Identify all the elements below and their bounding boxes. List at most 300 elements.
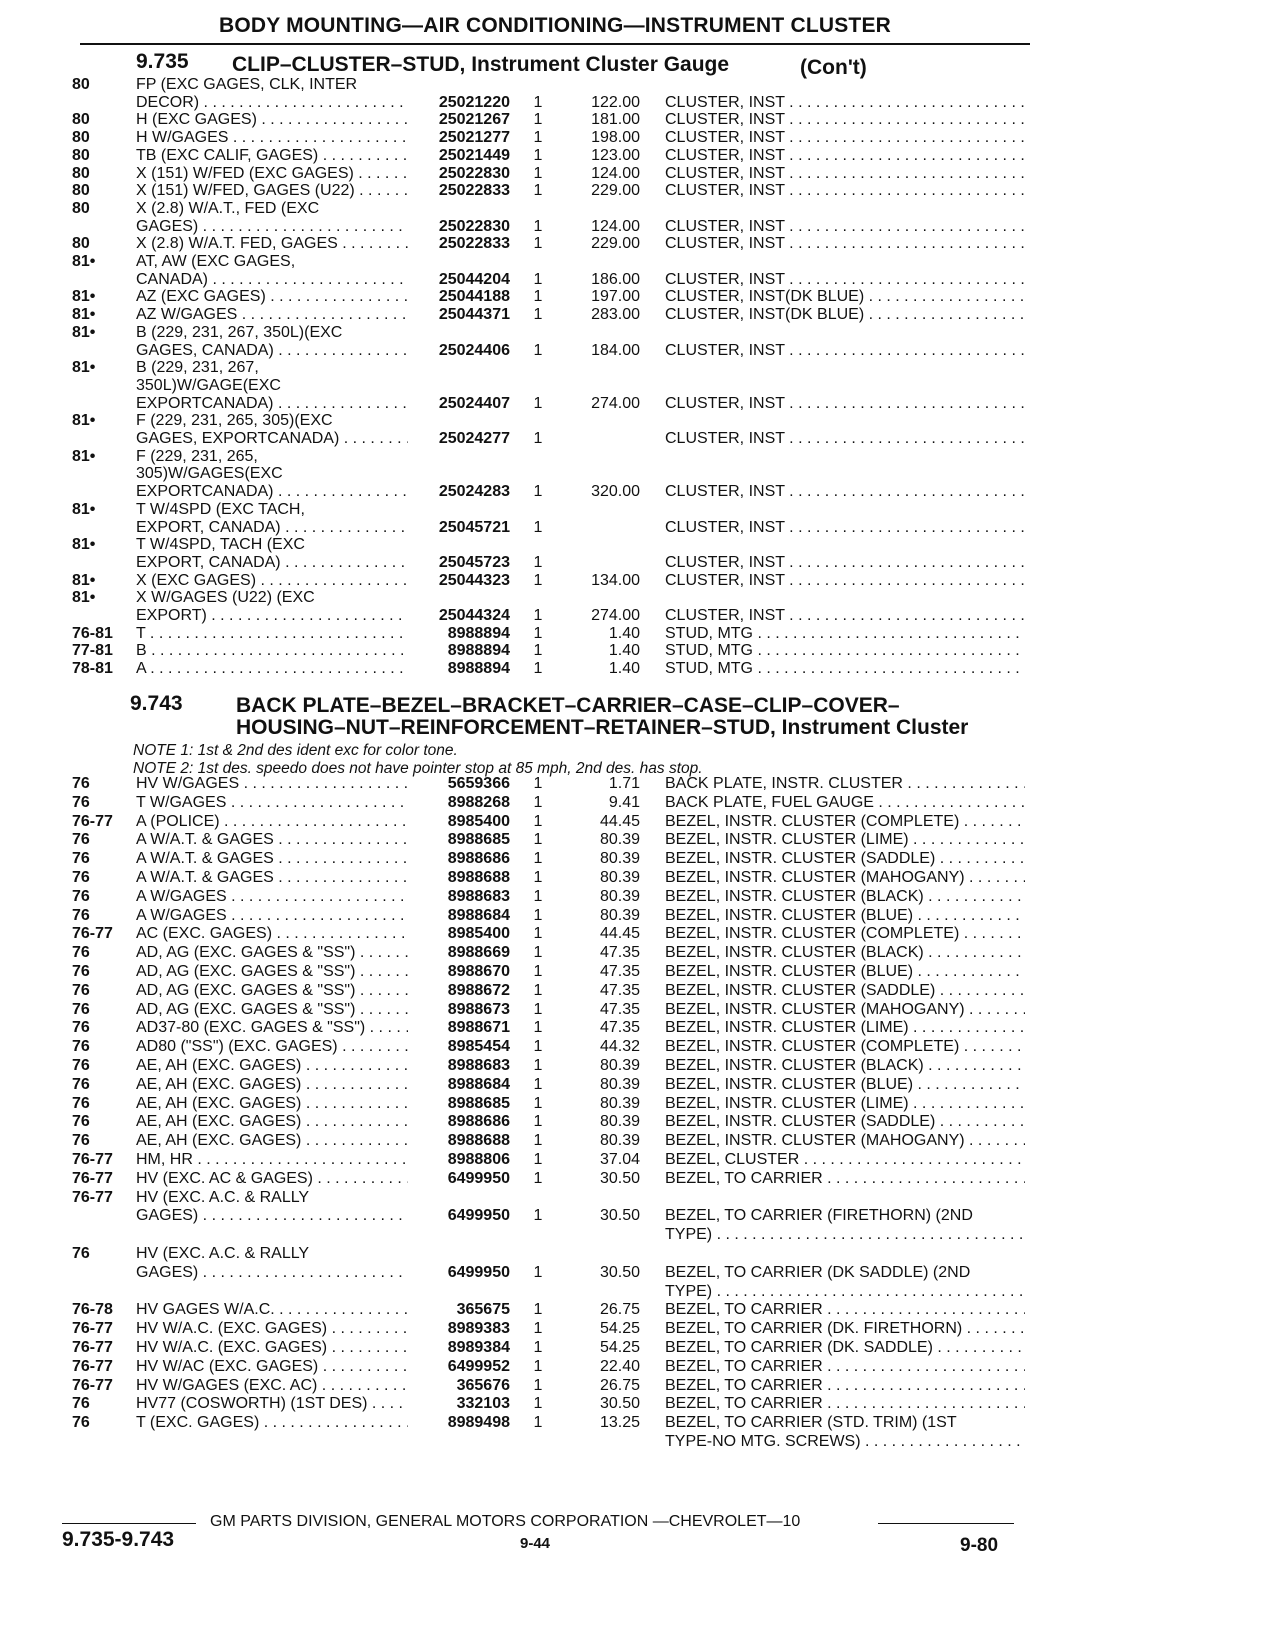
row-price: 30.50 [599,1169,640,1187]
table-row [0,253,1280,271]
table-row [0,1433,1280,1451]
row-part-name: BEZEL, INSTR. CLUSTER (LIME) . . . [665,1095,1025,1113]
row-description: T W/4SPD, TACH (EXC [136,536,305,554]
row-description: A W/GAGES . . . [136,907,408,925]
table-row [0,625,1280,643]
table-row [0,642,1280,660]
row-part-number: 8985454 [447,1038,510,1056]
row-price: 124.00 [591,164,640,182]
table-row [0,813,1280,831]
row-part-name: BACK PLATE, FUEL GAUGE . . . [665,794,1025,812]
row-quantity: 1 [533,660,543,678]
row-year: 76 [72,1414,90,1432]
row-price: 80.39 [599,1094,640,1112]
row-description: H (EXC GAGES) . . . [136,111,408,129]
section2-title-line2: HOUSING–NUT–REINFORCEMENT–RETAINER–STUD, Instrument Cluster [236,716,969,739]
row-description: A W/A.T. & GAGES . . . [136,869,408,887]
row-part-name: BEZEL, TO CARRIER (DK. FIRETHORN) . . . [665,1320,1025,1338]
table-row [0,306,1280,324]
table-row [0,869,1280,887]
table-row [0,1170,1280,1188]
row-part-name: BEZEL, TO CARRIER . . . [665,1170,1025,1188]
row-part-number: 8988683 [447,1057,510,1074]
row-quantity: 1 [533,869,543,886]
row-part-name: CLUSTER, INST . . . [665,129,1025,147]
row-description: DECOR) . . . [136,94,408,112]
row-price: 283.00 [591,306,640,324]
row-price: 47.35 [599,944,640,962]
table-row [0,288,1280,306]
table-row [0,1038,1280,1056]
row-price: 47.35 [599,1019,640,1037]
row-part-name: CLUSTER, INST . . . [665,342,1025,360]
row-price: 30.50 [599,1207,640,1225]
table-row [0,501,1280,519]
table-row [0,1377,1280,1395]
row-year: 76 [72,887,90,905]
row-description: GAGES) . . . [136,1264,408,1282]
row-quantity: 1 [533,981,543,999]
table-row [0,377,1280,395]
row-year: 76-77 [72,925,113,943]
row-price: 13.25 [599,1414,640,1432]
table-row [0,430,1280,448]
row-description: A W/A.T. & GAGES . . . [136,831,408,849]
row-description: EXPORT, CANADA) . . . [136,554,408,572]
table-row [0,1245,1280,1263]
row-price: 26.75 [599,1301,640,1319]
row-part-number: 8988686 [447,1113,510,1131]
row-part-number: 8988688 [447,1132,510,1150]
row-quantity: 1 [533,1057,543,1074]
row-price: 80.39 [599,1057,640,1074]
row-year: 81• [72,589,96,607]
section2-note2: NOTE 2: 1st des. speedo does not have pointer stop at 85 mph, 2nd des. has stop. [133,760,703,777]
row-description: EXPORT) . . . [136,607,408,625]
row-part-name: CLUSTER, INST . . . [665,182,1025,200]
row-part-number: 25044324 [438,607,510,624]
row-year: 76 [72,1019,90,1037]
table-row [0,1095,1280,1113]
row-quantity: 1 [533,1000,543,1018]
table-row [0,1151,1280,1169]
row-part-name: BEZEL, TO CARRIER (DK. SADDLE) . . . [665,1339,1025,1357]
row-description: F (229, 231, 265, [136,447,258,465]
row-part-name: BEZEL, INSTR. CLUSTER (BLUE) . . . [665,1076,1025,1094]
row-description: HV (EXC. AC & GAGES) . . . [136,1170,408,1188]
footer-rule-left [62,1523,196,1524]
row-price: 80.39 [599,906,640,924]
row-year: 76-77 [72,1188,113,1206]
row-part-name: BEZEL, INSTR. CLUSTER (SADDLE) . . . [665,982,1025,1000]
row-quantity: 1 [533,129,543,147]
table-row [0,572,1280,590]
row-part-name: BEZEL, CLUSTER . . . [665,1151,1025,1169]
row-quantity: 1 [533,483,543,501]
row-price: 181.00 [591,111,640,129]
row-year: 80 [72,164,90,182]
table-row [0,448,1280,466]
row-part-number: 8988688 [447,869,510,886]
row-part-number: 25022833 [438,235,510,253]
row-part-number: 8988806 [447,1151,510,1168]
row-part-number: 25044371 [438,306,510,324]
row-year: 76-77 [72,1339,113,1356]
row-quantity: 1 [533,1019,543,1037]
table-row [0,660,1280,678]
row-part-number: 8988685 [447,1094,510,1112]
table-row [0,165,1280,183]
row-part-name: TYPE) . . . [665,1226,1025,1244]
row-year: 76-77 [72,1169,113,1187]
row-year: 76 [72,850,90,868]
table-row [0,1358,1280,1376]
row-part-name: BEZEL, INSTR. CLUSTER (LIME) . . . [665,1019,1025,1037]
table-row [0,1001,1280,1019]
row-description: A (POLICE) . . . [136,813,408,831]
row-part-name: CLUSTER, INST . . . [665,271,1025,289]
row-part-name: CLUSTER, INST . . . [665,111,1025,129]
row-description: AE, AH (EXC. GAGES) . . . [136,1113,408,1131]
row-part-name: CLUSTER, INST . . . [665,395,1025,413]
row-year: 81• [72,288,96,306]
row-part-number: 25045723 [438,553,510,571]
table-row [0,554,1280,572]
row-year: 81• [72,253,96,270]
row-year: 77-81 [72,642,113,660]
row-description: X (2.8) W/A.T., FED (EXC [136,199,320,217]
row-year: 76 [72,906,90,924]
row-part-name: BEZEL, TO CARRIER . . . [665,1377,1025,1395]
row-year: 81• [72,306,96,324]
row-description: X W/GAGES (U22) (EXC [136,589,315,607]
row-year: 76 [72,1000,90,1018]
row-part-number: 6499952 [447,1357,510,1375]
row-year: 76 [72,1245,90,1262]
row-part-number: 8988683 [447,887,510,905]
row-part-name: BEZEL, INSTR. CLUSTER (MAHOGANY) . . . [665,1132,1025,1150]
row-description: GAGES) . . . [136,218,408,236]
row-price: 122.00 [591,93,640,111]
row-description: EXPORTCANADA) . . . [136,483,408,501]
table-row [0,412,1280,430]
row-part-name: BACK PLATE, INSTR. CLUSTER . . . [665,775,1025,793]
row-quantity: 1 [533,850,543,868]
row-part-number: 8988671 [447,1019,510,1037]
row-part-number: 25021267 [438,111,510,129]
row-part-number: 25024406 [438,341,510,359]
row-part-number: 6499950 [447,1207,510,1225]
table-row [0,324,1280,342]
row-part-number: 25024407 [438,394,510,412]
row-price: 80.39 [599,1075,640,1093]
row-description: HM, HR . . . [136,1151,408,1169]
row-description: GAGES, EXPORTCANADA) . . . [136,430,408,448]
row-part-number: 8989384 [447,1339,510,1356]
row-part-number: 5659366 [447,775,510,792]
row-price: 197.00 [591,288,640,306]
row-description: FP (EXC GAGES, CLK, INTER [136,76,358,93]
table-row [0,1189,1280,1207]
section2-title-line1: BACK PLATE–BEZEL–BRACKET–CARRIER–CASE–CLIP–COVER– [236,694,900,717]
table-row [0,1019,1280,1037]
row-year: 76 [72,944,90,962]
row-part-name: BEZEL, INSTR. CLUSTER (LIME) . . . [665,831,1025,849]
table-row [0,1264,1280,1282]
row-part-name: BEZEL, TO CARRIER (FIRETHORN) (2ND [665,1207,973,1225]
row-part-number: 25021277 [438,129,510,147]
row-price: 184.00 [591,341,640,359]
row-description: HV (EXC. A.C. & RALLY [136,1188,310,1206]
row-price: 26.75 [599,1376,640,1394]
table-row [0,963,1280,981]
row-part-number: 8988685 [447,831,510,849]
row-part-number: 8985400 [447,812,510,830]
row-description: TB (EXC CALIF, GAGES) . . . [136,147,408,165]
table-row [0,483,1280,501]
row-year: 80 [72,76,90,93]
table-row [0,1339,1280,1357]
row-year: 76-77 [72,1376,113,1394]
row-year: 76 [72,831,90,849]
row-price: 44.32 [599,1038,640,1056]
row-year: 76-81 [72,624,113,642]
row-part-number: 6499950 [447,1263,510,1281]
row-price: 229.00 [591,235,640,253]
row-description: AE, AH (EXC. GAGES) . . . [136,1095,408,1113]
row-price: 54.25 [599,1339,640,1356]
row-quantity: 1 [533,1151,543,1168]
row-quantity: 1 [533,607,543,624]
table-row [0,1301,1280,1319]
row-part-number: 8988894 [447,642,510,660]
row-part-name: CLUSTER, INST(DK BLUE) . . . [665,306,1025,324]
row-year: 80 [72,199,90,217]
row-part-name: CLUSTER, INST . . . [665,554,1025,572]
row-part-name: BEZEL, INSTR. CLUSTER (COMPLETE) . . . [665,925,1025,943]
row-quantity: 1 [533,270,543,288]
table-row [0,76,1280,94]
row-year: 81• [72,447,96,465]
row-description: EXPORTCANADA) . . . [136,395,408,413]
row-year: 81• [72,412,96,430]
row-part-number: 8988686 [447,850,510,868]
row-description: 305)W/GAGES(EXC [136,465,283,483]
row-year: 81• [72,359,96,377]
table-row [0,925,1280,943]
table-row [0,850,1280,868]
row-part-name: CLUSTER, INST . . . [665,235,1025,253]
row-description: A W/A.T. & GAGES . . . [136,850,408,868]
row-part-number: 25021449 [438,146,510,164]
row-quantity: 1 [533,394,543,412]
row-year: 76 [72,1113,90,1131]
row-part-name: BEZEL, INSTR. CLUSTER (BLUE) . . . [665,963,1025,981]
row-quantity: 1 [533,887,543,905]
row-year: 76-77 [72,1320,113,1338]
row-year: 76 [72,1057,90,1074]
row-description: HV (EXC. A.C. & RALLY [136,1245,310,1262]
table-row [0,888,1280,906]
row-quantity: 1 [533,1132,543,1150]
row-price: 198.00 [591,129,640,147]
row-part-name: CLUSTER, INST . . . [665,572,1025,590]
row-part-name: BEZEL, INSTR. CLUSTER (BLUE) . . . [665,907,1025,925]
row-price: 274.00 [591,607,640,624]
row-quantity: 1 [533,553,543,571]
table-row [0,465,1280,483]
footer-range: 9.735-9.743 [62,1528,175,1551]
row-part-number: 25022830 [438,164,510,182]
table-row [0,111,1280,129]
row-description: HV W/AC (EXC. GAGES) . . . [136,1358,408,1376]
row-quantity: 1 [533,642,543,660]
row-part-name: BEZEL, INSTR. CLUSTER (SADDLE) . . . [665,1113,1025,1131]
row-part-name: CLUSTER, INST . . . [665,218,1025,236]
table-row [0,1395,1280,1413]
row-description: A . . . [136,660,408,678]
row-description: T W/GAGES . . . [136,794,408,812]
row-description: HV W/GAGES (EXC. AC) . . . [136,1377,408,1395]
row-year: 80 [72,146,90,164]
row-part-number: 8988684 [447,1075,510,1093]
row-price: 9.41 [608,793,640,811]
row-quantity: 1 [533,306,543,324]
row-description: AD, AG (EXC. GAGES & "SS") . . . [136,1001,408,1019]
row-description: AE, AH (EXC. GAGES) . . . [136,1132,408,1150]
table-row [0,200,1280,218]
row-quantity: 1 [533,831,543,849]
row-price: 37.04 [599,1151,640,1168]
row-part-name: TYPE-NO MTG. SCREWS) . . . [665,1433,1025,1451]
row-part-name: CLUSTER, INST . . . [665,94,1025,112]
row-quantity: 1 [533,944,543,962]
section1-number: 9.735 [136,50,189,73]
row-year: 76-77 [72,812,113,830]
row-quantity: 1 [533,146,543,164]
section2-note1: NOTE 1: 1st & 2nd des ident exc for color tone. [133,742,458,759]
table-row [0,1226,1280,1244]
row-part-name: BEZEL, TO CARRIER . . . [665,1395,1025,1413]
row-description: HV W/A.C. (EXC. GAGES) . . . [136,1320,408,1338]
row-part-number: 25021220 [438,93,510,111]
row-part-number: 25022830 [438,217,510,235]
row-part-number: 6499950 [447,1169,510,1187]
table-row [0,831,1280,849]
row-description: T . . . [136,625,408,643]
row-part-name: STUD, MTG . . . [665,625,1025,643]
row-part-name: CLUSTER, INST . . . [665,165,1025,183]
row-description: X (EXC GAGES) . . . [136,572,408,590]
row-description: 350L)W/GAGE(EXC [136,376,281,394]
row-description: AD, AG (EXC. GAGES & "SS") . . . [136,982,408,1000]
row-description: B (229, 231, 267, 350L)(EXC [136,323,343,341]
row-description: AZ W/GAGES . . . [136,306,408,324]
row-quantity: 1 [533,1339,543,1356]
row-part-number: 25022833 [438,182,510,200]
row-description: T (EXC. GAGES) . . . [136,1414,408,1432]
row-quantity: 1 [533,624,543,642]
row-description: A W/GAGES . . . [136,888,408,906]
table-row [0,182,1280,200]
row-part-name: CLUSTER, INST . . . [665,519,1025,537]
row-price: 30.50 [599,1263,640,1281]
row-part-name: BEZEL, INSTR. CLUSTER (BLACK) . . . [665,1057,1025,1075]
table-row [0,1113,1280,1131]
row-part-number: 8988268 [447,793,510,811]
row-year: 80 [72,129,90,147]
row-quantity: 1 [533,1395,543,1413]
row-year: 76 [72,869,90,886]
row-year: 76 [72,1094,90,1112]
row-quantity: 1 [533,1320,543,1338]
row-description: HV W/A.C. (EXC. GAGES) . . . [136,1339,408,1357]
table-row [0,94,1280,112]
row-part-name: BEZEL, INSTR. CLUSTER (MAHOGANY) . . . [665,1001,1025,1019]
row-description: AD, AG (EXC. GAGES & "SS") . . . [136,944,408,962]
row-part-number: 25024277 [438,430,510,447]
row-quantity: 1 [533,518,543,536]
row-part-number: 365675 [456,1301,510,1319]
row-quantity: 1 [533,1169,543,1187]
row-part-number: 8989383 [447,1320,510,1338]
row-description: AD80 ("SS") (EXC. GAGES) . . . [136,1038,408,1056]
row-year: 76 [72,981,90,999]
row-part-number: 332103 [456,1395,510,1413]
row-year: 78-81 [72,660,113,678]
row-year: 76 [72,1395,90,1413]
row-price: 47.35 [599,981,640,999]
row-year: 76 [72,775,90,792]
row-description: AZ (EXC GAGES) . . . [136,288,408,306]
table-row [0,907,1280,925]
row-price: 44.45 [599,812,640,830]
row-part-number: 25044204 [438,270,510,288]
table-row [0,607,1280,625]
row-price: 1.71 [608,775,640,792]
row-part-number: 8988673 [447,1000,510,1018]
row-part-name: BEZEL, INSTR. CLUSTER (MAHOGANY) . . . [665,869,1025,887]
row-description: T W/4SPD (EXC TACH, [136,500,305,518]
row-part-name: BEZEL, INSTR. CLUSTER (COMPLETE) . . . [665,813,1025,831]
table-row [0,775,1280,793]
row-quantity: 1 [533,812,543,830]
row-year: 81• [72,500,96,518]
row-price: 80.39 [599,1113,640,1131]
row-price: 123.00 [591,146,640,164]
section1-cont: (Con't) [800,56,867,79]
row-quantity: 1 [533,1376,543,1394]
row-quantity: 1 [533,1414,543,1432]
row-part-number: 25044323 [438,571,510,589]
table-row [0,342,1280,360]
row-part-name: CLUSTER, INST . . . [665,430,1025,448]
row-part-name: BEZEL, INSTR. CLUSTER (BLACK) . . . [665,888,1025,906]
row-part-number: 8988894 [447,624,510,642]
row-part-number: 8985400 [447,925,510,943]
row-part-name: TYPE) . . . [665,1283,1025,1301]
row-quantity: 1 [533,1038,543,1056]
row-description: CANADA) . . . [136,271,408,289]
row-year: 76-77 [72,1151,113,1168]
row-price: 274.00 [591,394,640,412]
table-row [0,1283,1280,1301]
row-quantity: 1 [533,793,543,811]
page-header: BODY MOUNTING—AIR CONDITIONING—INSTRUMENT CLUSTER [218,14,892,37]
row-price: 80.39 [599,1132,640,1150]
row-description: GAGES, CANADA) . . . [136,342,408,360]
row-price: 54.25 [599,1320,640,1338]
